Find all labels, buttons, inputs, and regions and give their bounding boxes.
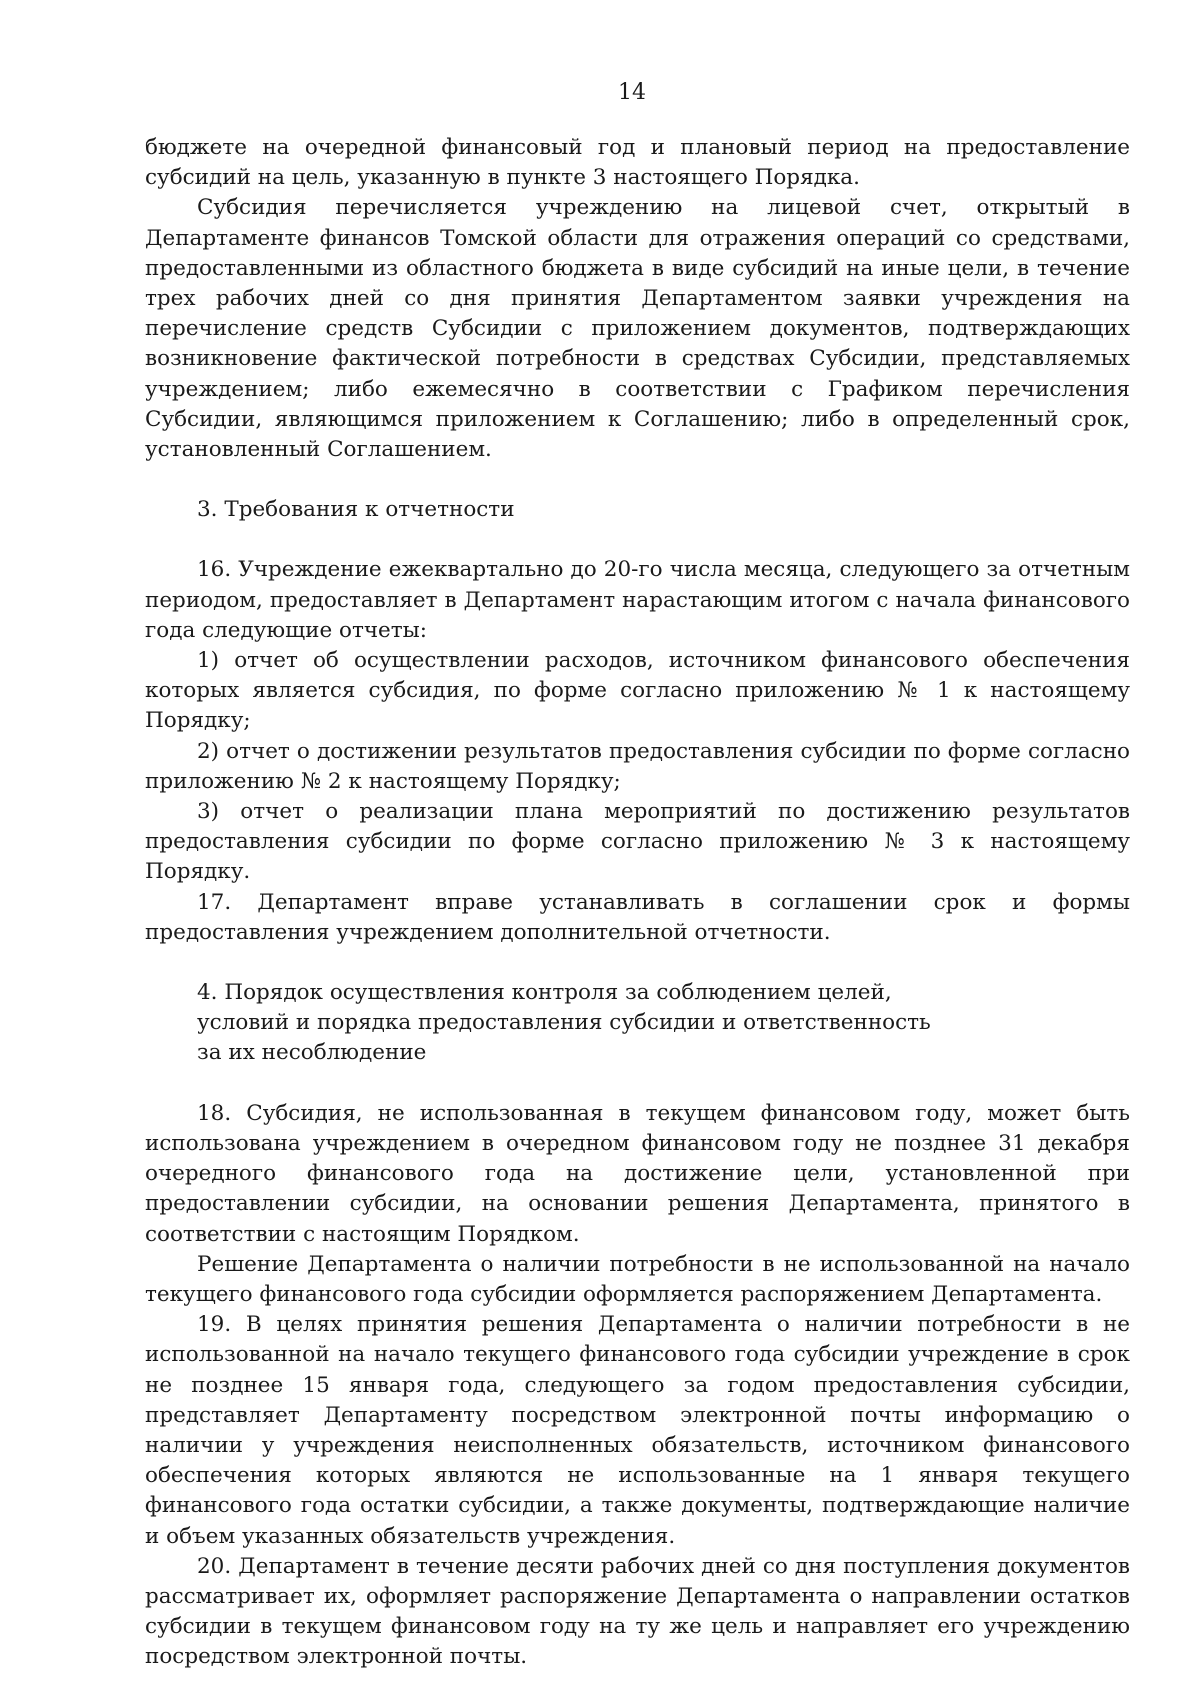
list-item-report-2: 2) отчет о достижении результатов предоставления субсидии по форме согласно приложению № 2 к настоящему Порядку; [145,738,1130,794]
paragraph-continuation: бюджете на очередной финансовый год и плановый период на предоставление субсидий на цель, указанную в пункте 3 настоящего Порядка. [145,135,1130,191]
page-number: 14 [618,80,646,105]
paragraph-subsidy-transfer: Субсидия перечисляется учреждению на лицевой счет, открытый в Департаменте финансов Томской области для отражения операций со средствами, предоставленными из областного бюджета в виде субсидий на иные цели, в течение трех рабочих дней со дня принятия Департаментом заявки учреждения на перечисление средств Субсидии с приложением документов, подтверждающих возникновение фактической потребности в средствах Субсидии, представляемых учреждением; либо ежемесячно в соответствии с Графиком перечисления Субсидии, являющимся приложением к Соглашению; либо в определенный срок, установленный Соглашением. [145,195,1130,463]
paragraph-19: 19. В целях принятия решения Департамента о наличии потребности в не использованной на начало текущего финансового года субсидии учреждение в срок не позднее 15 января года, следующего за годом предоставления субсидии, представляет Департаменту посредством электронной почты информацию о наличии у учреждения неисполненных обязательств, источником финансового обеспечения которых являются не использованные на 1 января текущего финансового года остатки субсидии, а также документы, подтверждающие наличие и объем указанных обязательств учреждения. [145,1312,1130,1549]
spacer [145,525,1130,555]
spacer [145,948,1130,978]
spacer [145,465,1130,495]
paragraph-decision: Решение Департамента о наличии потребности в не использованной на начало текущего финансового года субсидии оформляется распоряжением Департамента. [145,1251,1130,1307]
section-heading-control-line-3: за их несоблюдение [197,1040,427,1066]
paragraph-18: 18. Субсидия, не использованная в текущем финансовом году, может быть использована учреждением в очередном финансовом году не позднее 31 декабря очередного финансового года на достижение цели, установленной при предоставлении субсидии, на основании решения Департамента, принятого в соответствии с настоящим Порядком. [145,1100,1130,1247]
list-item-report-1: 1) отчет об осуществлении расходов, источником финансового обеспечения которых является субсидия, по форме согласно приложению № 1 к настоящему Порядку; [145,648,1130,734]
list-item-report-3: 3) отчет о реализации плана мероприятий по достижению результатов предоставления субсидии по форме согласно приложению № 3 к настоящему Порядку. [145,799,1130,885]
section-heading-control [145,978,1130,1069]
section-heading-control-line-2: условий и порядка предоставления субсидии и ответственность [197,1010,931,1036]
document-body [145,133,1130,1673]
section-heading-reporting: 3. Требования к отчетности [197,497,515,523]
paragraph-20: 20. Департамент в течение десяти рабочих дней со дня поступления документов рассматривает их, оформляет распоряжение Департамента о направлении остатков субсидии в текущем финансовом году на ту же цель и направляет его учреждению посредством электронной почты. [145,1553,1130,1670]
section-heading-control-line-1: 4. Порядок осуществления контроля за соблюдением целей, [197,980,892,1006]
paragraph-16: 16. Учреждение ежеквартально до 20-го числа месяца, следующего за отчетным периодом, предоставляет в Департамент нарастающим итогом с начала финансового года следующие отчеты: [145,557,1130,643]
spacer [145,1069,1130,1099]
paragraph-17: 17. Департамент вправе устанавливать в соглашении срок и формы предоставления учреждением дополнительной отчетности. [145,889,1130,945]
